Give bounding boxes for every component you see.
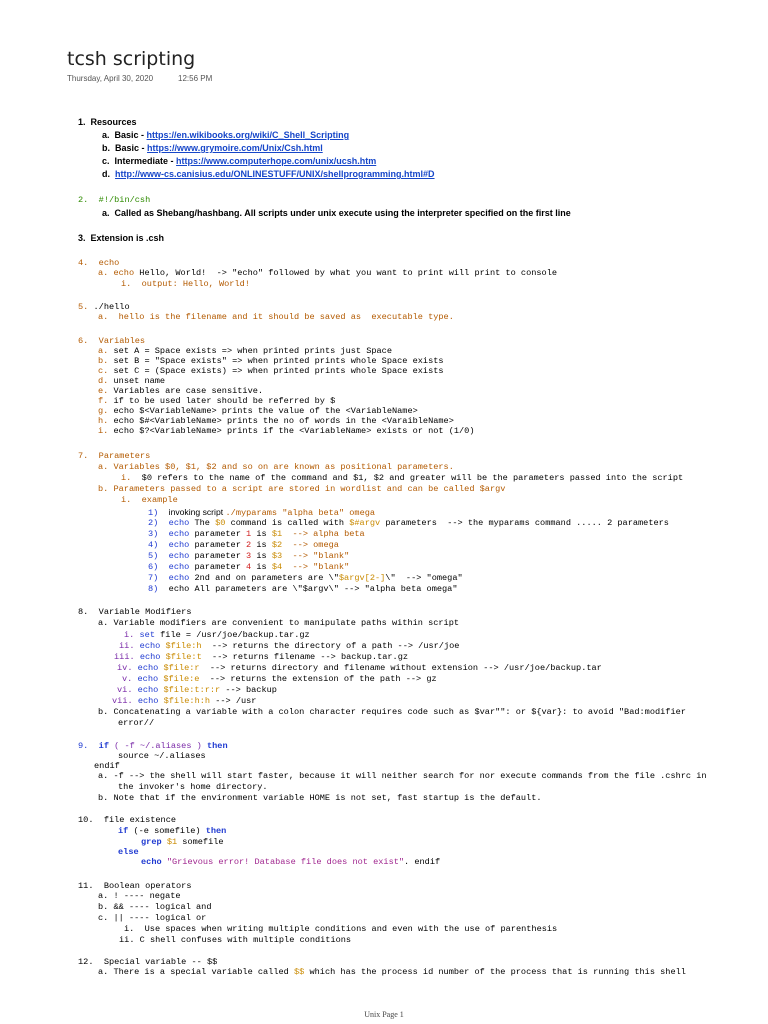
boolean-item: c. || ---- logical or [98,913,207,923]
list-number: 7. [78,451,89,461]
parameters-subitem: i. $0 refers to the name of the command and $1, $2 and greater will be the parameters passed into the script [121,473,684,483]
parameters-subitem: i. example [121,495,178,505]
if-body: source ~/.aliases [118,751,206,761]
if-endif: endif [94,761,120,771]
section-echo [78,258,119,268]
modifiers-item: a. Variable modifiers are convenient to manipulate paths within script [98,618,460,628]
file-if: if (-e somefile) then [118,826,227,836]
file-echo: echo "Grievous error! Database file does not exist". endif [141,857,441,867]
special-item: a. There is a special variable called $$ which has the process id number of the process that is running this shell [98,967,686,977]
example-line: 4) echo parameter 2 is $2 --> omega [148,540,339,550]
section-heading: echo [98,258,120,268]
boolean-item: b. && ---- logical and [98,902,212,912]
modifiers-item-cont: error// [118,718,155,728]
example-line: 6) echo parameter 4 is $4 --> "blank" [148,562,350,572]
section-heading: Resources [90,117,137,127]
section-resources [78,117,137,127]
variables-item: i. echo $?<VariableName> prints if the <VariableName> exists or not (1/0) [98,426,475,436]
variables-item: f. if to be used later should be referred by $ [98,396,336,406]
example-line: 8) echo All parameters are \"$argv\" --> "alpha beta omega" [148,584,458,594]
section-parameters [78,451,150,461]
section-heading: Parameters [98,451,151,461]
modifiers-subitem: ii. echo $file:h --> returns the directory of a path --> /usr/joe [119,641,460,651]
modifiers-subitem: i. set file = /usr/joe/backup.tar.gz [124,630,310,640]
section-extension [78,233,164,243]
boolean-subitem: ii. C shell confuses with multiple conditions [119,935,352,945]
parameters-item: b. Parameters passed to a script are stored in wordlist and can be called $argv [98,484,506,494]
section-heading: Special variable -- $$ [103,957,218,967]
section-if: 9. if ( -f ~/.aliases ) then [78,741,228,751]
example-line: 5) echo parameter 3 is $3 --> "blank" [148,551,350,561]
variables-item: b. set B = "Space exists" => when printed prints whole Space exists [98,356,444,366]
modifiers-subitem: vi. echo $file:t:r:r --> backup [117,685,277,695]
section-modifiers [78,607,191,617]
if-note: b. Note that if the environment variable HOME is not set, fast startup is the default. [98,793,542,803]
page-time: 12:56 PM [178,74,213,83]
list-number: 3. [78,233,86,243]
list-number: 9. [78,741,89,751]
section-heading: Variables [98,336,146,346]
list-number: 1. [78,117,86,127]
resource-link[interactable]: https://en.wikibooks.org/wiki/C_Shell_Scripting [146,130,350,140]
list-number: 8. [78,607,89,617]
modifiers-subitem: iii. echo $file:t --> returns filename --> backup.tar.gz [114,652,409,662]
shebang-note: a. Called as Shebang/hashbang. All scripts under unix execute using the interpreter specified on the first line [102,208,571,218]
example-line: 1) invoking script ./myparams "alpha beta" omega [148,507,376,518]
section-heading: Variable Modifiers [98,607,192,617]
file-grep: grep $1 somefile [141,837,224,847]
resource-link[interactable]: https://www.computerhope.com/unix/ucsh.htm [176,156,377,166]
modifiers-subitem: vii. echo $file:h:h --> /usr [112,696,257,706]
example-line: 3) echo parameter 1 is $1 --> alpha beta [148,529,365,539]
section-variables [78,336,145,346]
resource-link[interactable]: https://www.grymoire.com/Unix/Csh.html [147,143,323,153]
list-number: 6. [78,336,89,346]
section-heading: file existence [103,815,177,825]
section-shebang [78,195,150,205]
variables-item: c. set C = (Space exists) => when printed prints whole Space exists [98,366,444,376]
boolean-item: a. ! ---- negate [98,891,181,901]
section-file-existence [78,815,176,825]
list-number: 5. [78,302,89,312]
list-number: 4. [78,258,89,268]
if-note-cont: the invoker's home directory. [118,782,268,792]
variables-item: g. echo $<VariableName> prints the value of the <VariableName> [98,406,418,416]
file-else: else [118,847,139,857]
list-number: 12. [78,957,94,967]
list-number: 11. [78,881,94,891]
section-boolean [78,881,191,891]
resource-item: b. Basic - https://www.grymoire.com/Unix/Csh.html [102,143,323,153]
section-heading: Extension is .csh [90,233,165,243]
resource-link[interactable]: http://www-cs.canisius.edu/ONLINESTUFF/UNIX/shellprogramming.html#D [115,169,435,179]
list-number: 10. [78,815,94,825]
section-heading: #!/bin/csh [98,195,151,205]
section-special [78,957,217,967]
modifiers-subitem: iv. echo $file:r --> returns directory and filename without extension --> /usr/joe/backup.tar [117,663,602,673]
section-hello [78,302,130,312]
page-date: Thursday, April 30, 2020 [67,74,154,83]
section-heading: Boolean operators [103,881,192,891]
resource-item: d. http://www-cs.canisius.edu/ONLINESTUFF/UNIX/shellprogramming.html#D [102,169,435,179]
echo-item: a. echo Hello, World! -> "echo" followed by what you want to print will print to console [98,268,558,278]
page-footer: Unix Page 1 [364,1010,404,1019]
if-note: a. -f --> the shell will start faster, because it will neither search for nor execute commands from the file .cshrc in [98,771,707,781]
section-heading: ./hello [93,302,130,312]
example-line: 2) echo The $0 command is called with $#argv parameters --> the myparams command ..... 2 parameters [148,518,669,528]
variables-item: e. Variables are case sensitive. [98,386,264,396]
hello-note: a. hello is the filename and it should be saved as executable type. [98,312,454,322]
modifiers-subitem: v. echo $file:e --> returns the extension of the path --> gz [122,674,437,684]
modifiers-item: b. Concatenating a variable with a colon character requires code such as $var"": or ${var}: to avoid "Bad:modifier [98,707,686,717]
parameters-item: a. Variables $0, $1, $2 and so on are known as positional parameters. [98,462,454,472]
variables-item: h. echo $#<VariableName> prints the no of words in the <VaraibleName> [98,416,454,426]
echo-output: i. output: Hello, World! [121,279,250,289]
resource-item: a. Basic - https://en.wikibooks.org/wiki/C_Shell_Scripting [102,130,350,140]
boolean-subitem: i. Use spaces when writing multiple conditions and even with the use of parenthesis [124,924,558,934]
variables-item: a. set A = Space exists => when printed prints just Space [98,346,392,356]
variables-item: d. unset name [98,376,166,386]
resource-item: c. Intermediate - https://www.computerhope.com/unix/ucsh.htm [102,156,377,166]
example-line: 7) echo 2nd and on parameters are \"$argv[2-]\" --> "omega" [148,573,463,583]
list-number: 2. [78,195,89,205]
page-title: tcsh scripting [67,48,196,70]
